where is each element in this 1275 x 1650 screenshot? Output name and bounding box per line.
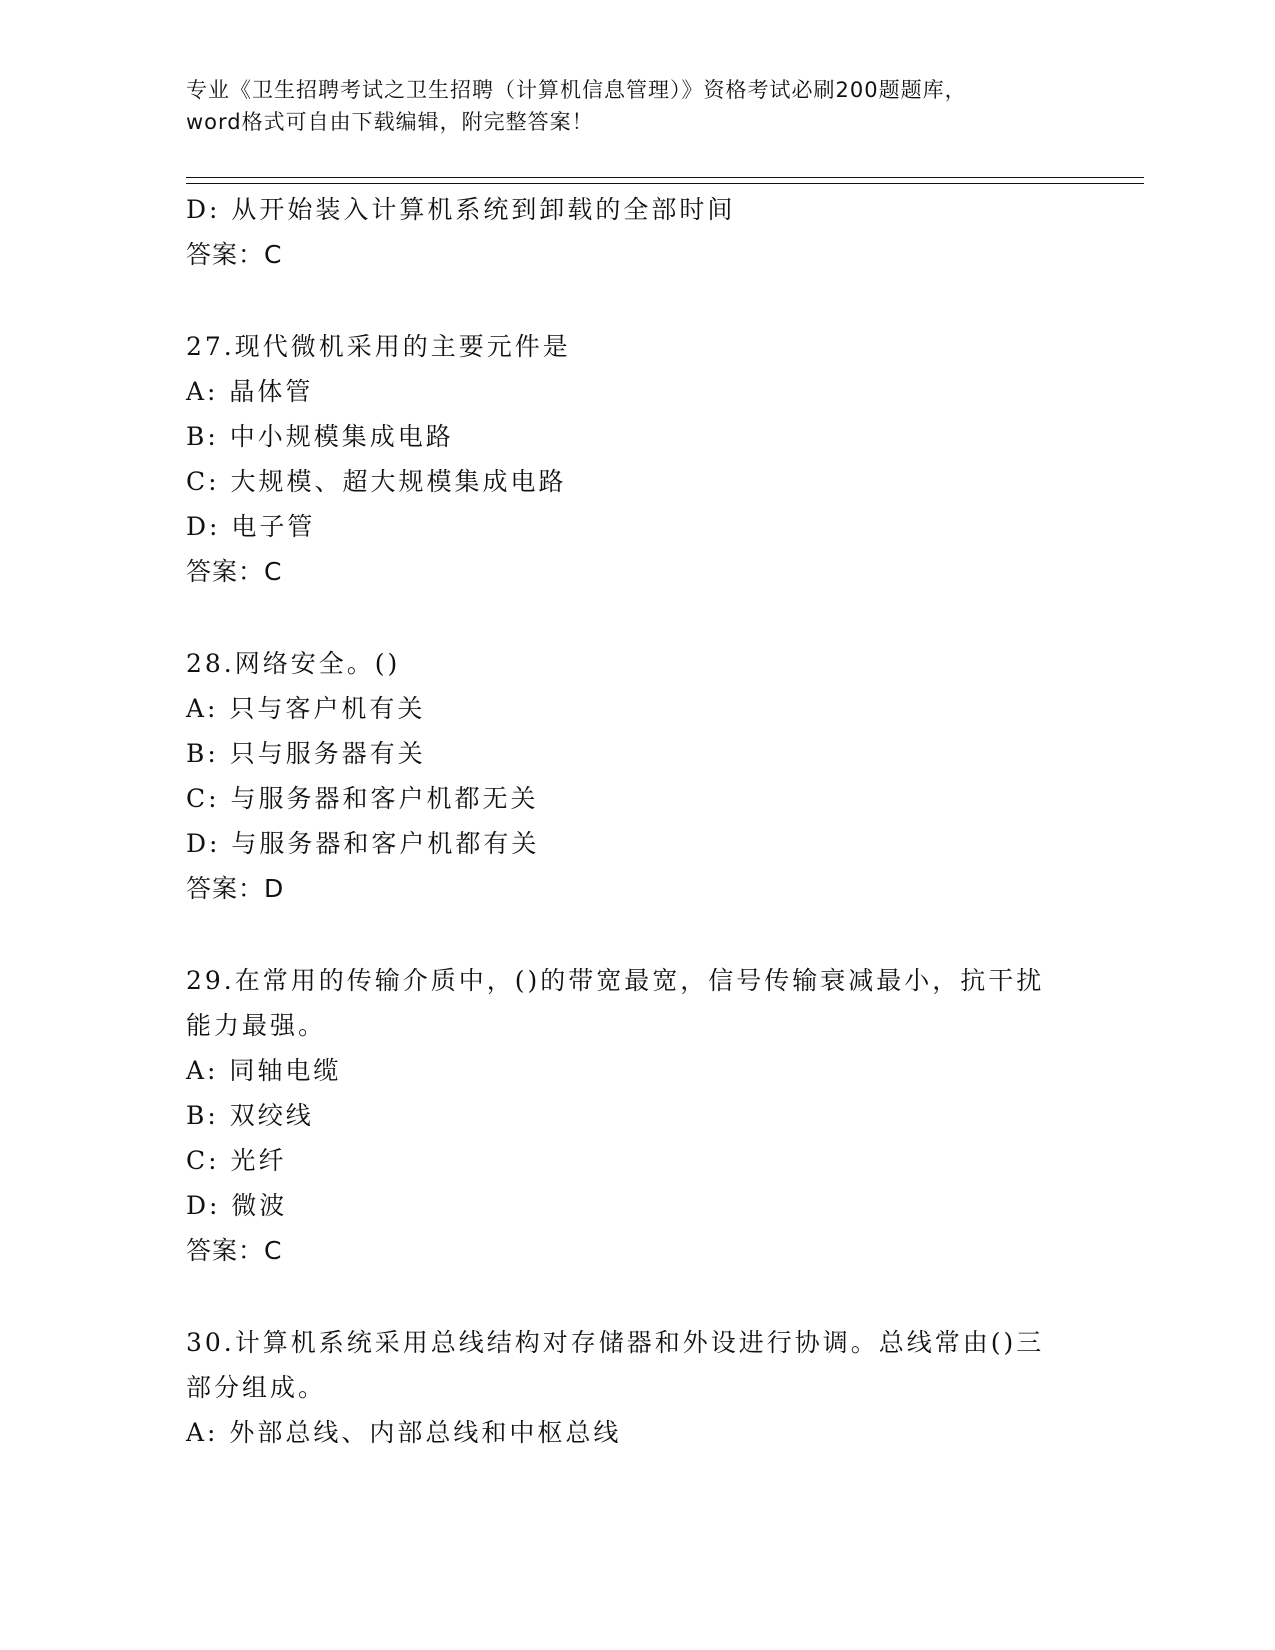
document-header <box>186 74 1086 138</box>
option-a: A: 同轴电缆 <box>186 1056 342 1085</box>
header-title-line-2: word格式可自由下载编辑，附完整答案！ <box>186 110 594 134</box>
option-b: B: 中小规模集成电路 <box>186 422 454 451</box>
question-stem-continued: 部分组成。 <box>186 1373 327 1402</box>
question-content <box>186 187 1086 1455</box>
question-stem: 28.网络安全。() <box>186 649 401 678</box>
answer: 答案：C <box>186 557 283 586</box>
option-a: A: 晶体管 <box>186 377 314 406</box>
option-a: A: 外部总线、内部总线和中枢总线 <box>186 1418 622 1447</box>
question-30 <box>186 1320 1086 1455</box>
question-stem: 30.计算机系统采用总线结构对存储器和外设进行协调。总线常由()三 <box>186 1328 1045 1357</box>
option-a: A: 只与客户机有关 <box>186 694 426 723</box>
option-d: D: 与服务器和客户机都有关 <box>186 829 540 858</box>
option-d: D: 微波 <box>186 1191 288 1220</box>
question-28 <box>186 641 1086 911</box>
option-d: D: 从开始装入计算机系统到卸载的全部时间 <box>186 195 736 224</box>
option-c: C: 大规模、超大规模集成电路 <box>186 467 567 496</box>
question-stem: 27.现代微机采用的主要元件是 <box>186 332 571 361</box>
option-b: B: 只与服务器有关 <box>186 739 426 768</box>
answer: 答案：D <box>186 874 285 903</box>
carryover-block <box>186 187 1086 277</box>
answer: 答案：C <box>186 1236 283 1265</box>
question-29 <box>186 958 1086 1273</box>
header-title-line-1: 专业《卫生招聘考试之卫生招聘（计算机信息管理）》资格考试必刷200题题库， <box>186 78 967 102</box>
answer: 答案：C <box>186 240 283 269</box>
option-d: D: 电子管 <box>186 512 316 541</box>
question-stem-continued: 能力最强。 <box>186 1011 327 1040</box>
question-stem: 29.在常用的传输介质中，()的带宽最宽，信号传输衰减最小，抗干扰 <box>186 966 1045 995</box>
option-c: C: 与服务器和客户机都无关 <box>186 784 539 813</box>
option-c: C: 光纤 <box>186 1146 287 1175</box>
option-b: B: 双绞线 <box>186 1101 314 1130</box>
question-27 <box>186 324 1086 594</box>
header-divider <box>186 177 1144 184</box>
